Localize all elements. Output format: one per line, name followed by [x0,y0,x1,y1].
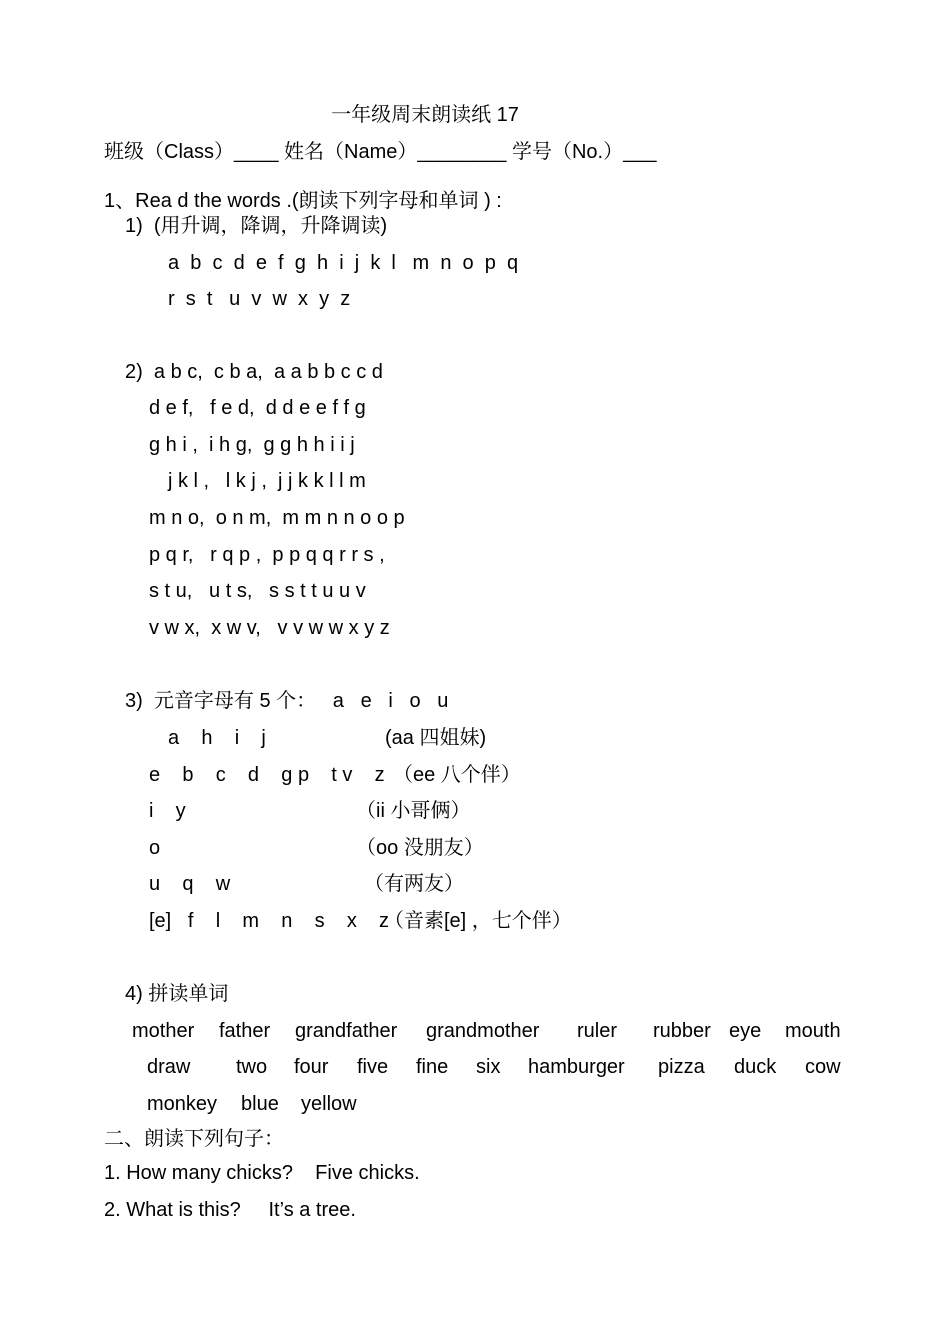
spelling-word: mouth [785,1020,841,1042]
letter-group-line: 2) a b c, c b a, a a b b c c d [125,361,383,383]
letter-group-line: m n o, o n m, m m n n o o p [149,507,405,529]
spelling-word: ruler [577,1020,618,1042]
spelling-word: six [476,1056,501,1078]
vowel-group-note: （ee 八个伴） [393,764,521,786]
part4-label: 4) 拼读单词 [125,983,229,1005]
spelling-word: rubber [653,1020,711,1042]
part3-label: 3) 元音字母有 5 个： a e i o u [125,690,449,712]
part1-label: 1) (用升调，降调，升降调读) [125,215,388,237]
letter-group-line: j k l , l k j , j j k k l l m [168,470,366,492]
letter-group-line: v w x, x w v, v v w w x y z [149,617,390,639]
vowel-group-letters: i y [149,800,186,822]
vowel-group-letters: [e] f l m n s x z [149,910,390,932]
vowel-group-note: （ii 小哥俩） [356,800,471,822]
section2-heading: 二、朗读下列句子： [104,1128,284,1150]
vowel-group-note: （音素[e] ，七个伴） [384,910,572,932]
spelling-word: pizza [658,1056,705,1078]
spelling-word: duck [734,1056,777,1078]
spelling-word: mother [132,1020,195,1042]
vowel-group-letters: o [149,837,161,859]
student-info-line: 班级（Class）____ 姓名（Name）________ 学号（No.）___ [104,141,657,163]
letter-group-line: d e f, f e d, d d e e f f g [149,397,366,419]
vowel-group-letters: a h i j [168,727,266,749]
sentence-line: 2. What is this? It’s a tree. [104,1199,356,1221]
spelling-word: monkey [147,1093,218,1115]
spelling-word: father [219,1020,271,1042]
spelling-word: grandfather [295,1020,398,1042]
spelling-word: grandmother [426,1020,540,1042]
vowel-group-letters: e b c d g p t v z [149,764,385,786]
alphabet-line: a b c d e f g h i j k l m n o p q [168,252,519,274]
vowel-group-letters: u q w [149,873,231,895]
vowel-group-note: （有两友） [364,873,464,895]
letter-group-line: p q r, r q p , p p q q r r s , [149,544,385,566]
spelling-word: blue [241,1093,279,1115]
letter-group-line: g h i , i h g, g g h h i i j [149,434,355,456]
spelling-word: yellow [301,1093,357,1115]
spelling-word: cow [805,1056,841,1078]
page-title: 一年级周末朗读纸 17 [331,104,519,126]
spelling-word: fine [416,1056,449,1078]
vowel-group-note: （oo 没朋友） [356,837,484,859]
spelling-word: five [357,1056,389,1078]
alphabet-line: r s t u v w x y z [168,288,351,310]
letter-group-line: s t u, u t s, s s t t u u v [149,580,366,602]
spelling-word: two [236,1056,268,1078]
vowel-group-note: (aa 四姐妹) [385,727,487,749]
spelling-word: draw [147,1056,191,1078]
spelling-word: hamburger [528,1056,625,1078]
spelling-word: eye [729,1020,762,1042]
section1-heading: 1、Rea d the words .(朗读下列字母和单词 ) : [104,190,502,212]
spelling-word: four [294,1056,329,1078]
sentence-line: 1. How many chicks? Five chicks. [104,1162,420,1184]
